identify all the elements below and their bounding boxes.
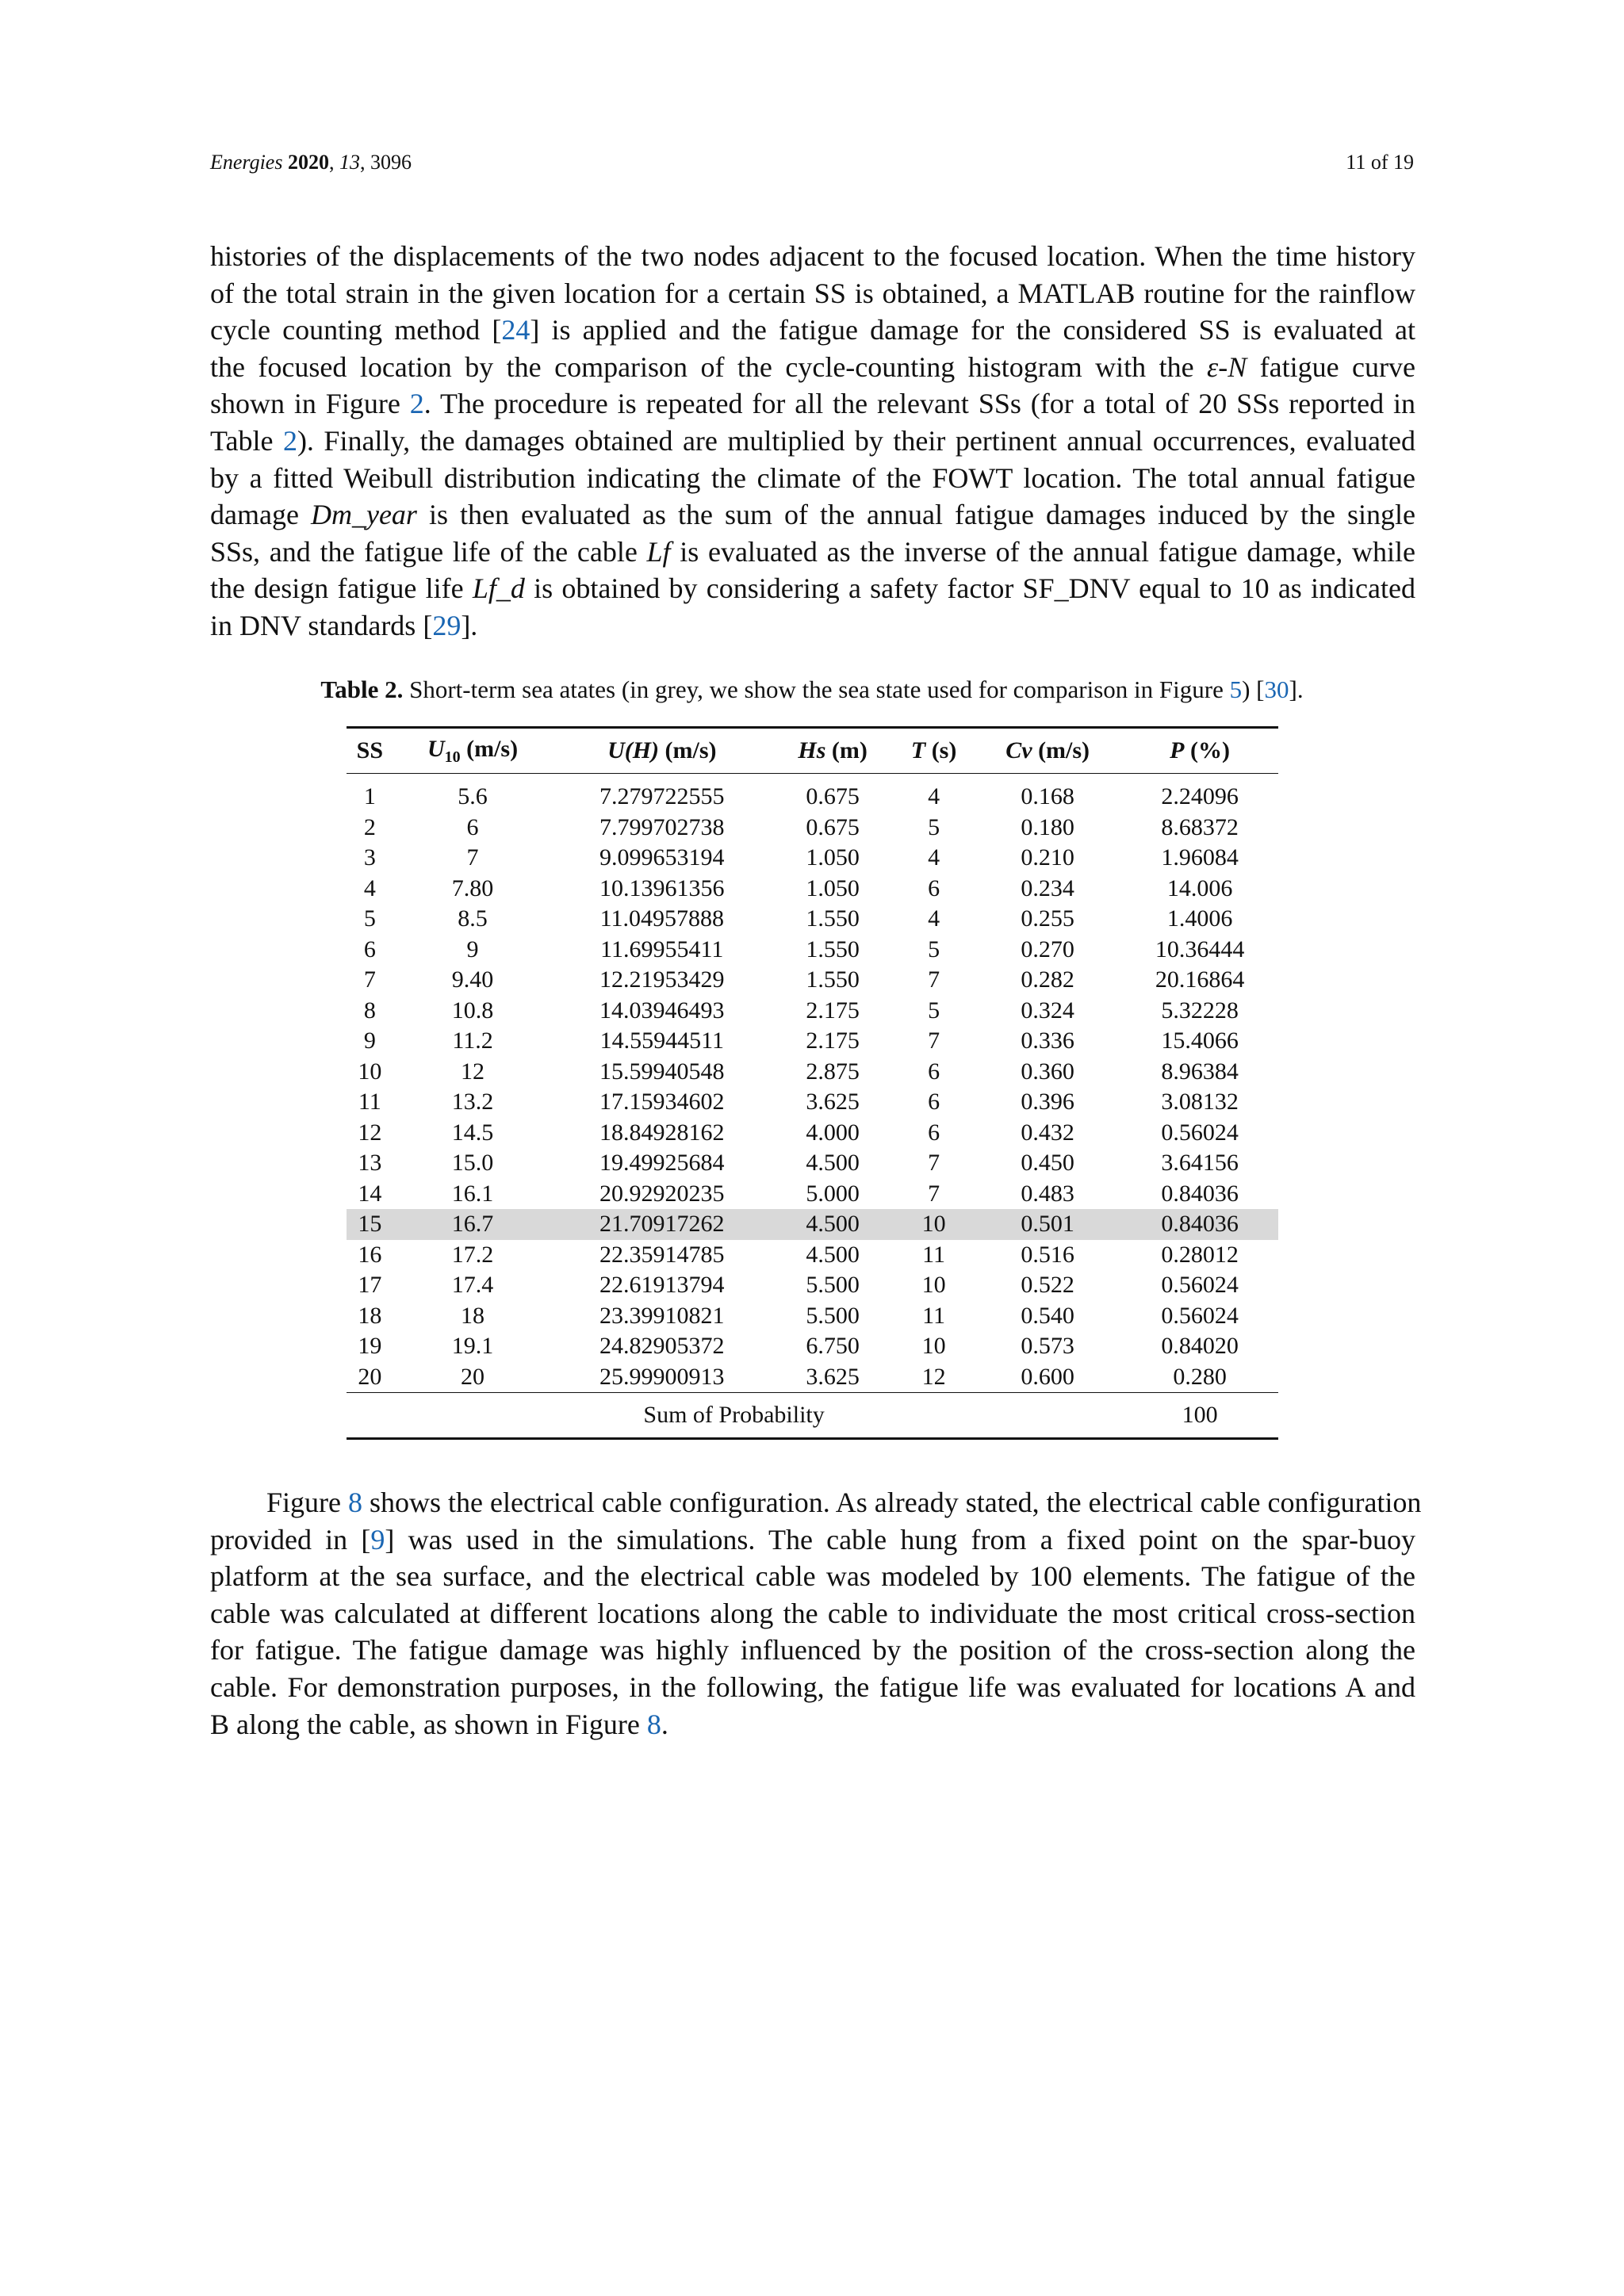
header-p: P (%) xyxy=(1121,728,1278,774)
table-cell: 13.2 xyxy=(451,1089,494,1115)
table-cell: 0.600 xyxy=(1021,1363,1074,1390)
table-cell: 19.49925684 xyxy=(599,1150,725,1177)
paragraph-line: the focused location by the comparison of the cycle-counting histogram with the ε-N fatigue curve xyxy=(210,350,1415,383)
table-cell: 7 xyxy=(928,1027,940,1054)
table-cell: 6 xyxy=(466,813,479,840)
header-uh: U(H) (m/s) xyxy=(552,728,772,774)
table-cell: 4.500 xyxy=(772,1209,894,1240)
table-cell: 10.8 xyxy=(451,997,494,1024)
table-cell: 5.32228 xyxy=(1161,997,1239,1024)
table-cell: 0.168 xyxy=(1021,783,1074,810)
table-cell: 0.84036 xyxy=(1121,1209,1278,1240)
table-cell: 14.03946493 xyxy=(599,997,725,1024)
table-cell: 0.56024 xyxy=(1161,1302,1239,1329)
table-footer-row xyxy=(347,1393,1278,1439)
table-cell: 3.625 xyxy=(806,1363,860,1390)
table-row xyxy=(347,874,1278,905)
table-cell: 4 xyxy=(928,783,940,810)
table-caption: Table 2. Short-term sea atates (in grey, we show the sea state used for comparison in Figure 5) [30]. xyxy=(320,675,1304,703)
table-cell: 0.270 xyxy=(1021,936,1074,962)
table-cell: 2 xyxy=(363,813,376,840)
table-cell: 8.5 xyxy=(458,905,488,932)
paragraph-line: B along the cable, as shown in Figure 8. xyxy=(210,1708,668,1740)
table-cell: 0.675 xyxy=(806,813,860,840)
table-cell: 14.55944511 xyxy=(599,1027,724,1054)
table-cell: 11 xyxy=(922,1241,946,1268)
table-row xyxy=(347,813,1278,844)
table-cell: 13 xyxy=(358,1150,382,1177)
table-cell: 6 xyxy=(928,1058,940,1085)
table-cell: 16.1 xyxy=(451,1180,494,1207)
table-cell: 0.56024 xyxy=(1161,1272,1239,1299)
table-cell: 0.501 xyxy=(974,1209,1121,1240)
dm-year-symbol: Dm_year xyxy=(310,499,417,531)
table-cell: 9 xyxy=(363,1027,376,1054)
table-cell: 6.750 xyxy=(806,1333,860,1360)
table-cell: 9 xyxy=(466,936,479,962)
header-ss: SS xyxy=(347,728,393,774)
figure-link[interactable]: 8 xyxy=(348,1487,362,1518)
table-cell: 24.82905372 xyxy=(599,1333,725,1360)
table-cell: 18 xyxy=(461,1302,485,1329)
journal-volume: 13 xyxy=(339,151,360,174)
table-cell: 3.08132 xyxy=(1161,1089,1239,1115)
table-cell: 6 xyxy=(928,1089,940,1115)
header-u10: $U_{10}$ (m/s) xyxy=(393,728,553,774)
table-cell: 18.84928162 xyxy=(599,1119,725,1146)
table-cell: 0.396 xyxy=(1021,1089,1074,1115)
table-row xyxy=(347,1209,1278,1240)
table-cell: 2.875 xyxy=(806,1058,860,1085)
table-cell: 7 xyxy=(466,844,479,871)
table-cell: 12 xyxy=(921,1363,946,1390)
table-cell: 12.21953429 xyxy=(599,966,725,993)
table-cell: 7 xyxy=(928,1180,940,1207)
table-cell: 0.234 xyxy=(1021,874,1074,901)
table-cell: 4 xyxy=(928,905,940,932)
page-header xyxy=(210,151,1414,182)
table-cell: 0.324 xyxy=(1021,997,1074,1024)
table-cell: 0.336 xyxy=(1021,1027,1074,1054)
table-cell: 1.050 xyxy=(806,874,860,901)
table-cell: 5.500 xyxy=(806,1272,860,1299)
table-cell: 0.84036 xyxy=(1161,1180,1239,1207)
table-cell: 8.96384 xyxy=(1161,1058,1239,1085)
table-cell: 1.96084 xyxy=(1161,844,1239,871)
table-cell: 22.61913794 xyxy=(599,1272,725,1299)
header-cv: Cv (m/s) xyxy=(974,728,1121,774)
table-cell: 1.4006 xyxy=(1166,905,1233,932)
table-row xyxy=(347,1118,1278,1149)
table-cell: 11 xyxy=(922,1302,946,1329)
table-cell: 17 xyxy=(358,1272,382,1299)
table-cell: 14.5 xyxy=(451,1119,494,1146)
table-cell: 15.0 xyxy=(451,1150,494,1177)
table-cell: 23.39910821 xyxy=(599,1302,725,1329)
paragraph-line: provided in [9] was used in the simulations. The cable hung from a fixed point on the spar-buoy xyxy=(210,1523,1415,1556)
table-cell: 1.050 xyxy=(806,844,860,871)
table-cell: 16 xyxy=(358,1241,382,1268)
table-cell: 0.180 xyxy=(1021,813,1074,840)
table-row xyxy=(347,1362,1278,1393)
table-row xyxy=(347,965,1278,996)
table-cell: 0.675 xyxy=(806,783,860,810)
paragraph-line: the design fatigue life Lf_d is obtained by considering a safety factor SF_DNV equal to 10 as indicated xyxy=(210,572,1415,605)
table-cell: 9.099653194 xyxy=(599,844,725,871)
table-row xyxy=(347,904,1278,935)
table-cell: 11.69955411 xyxy=(600,936,724,962)
table-cell: 8.68372 xyxy=(1161,813,1239,840)
table-cell: 1.550 xyxy=(806,905,860,932)
table-cell: 25.99900913 xyxy=(599,1363,725,1390)
table-cell: 17.4 xyxy=(451,1272,494,1299)
table-caption-label: Table 2. xyxy=(320,675,404,703)
page-number: 11 of 19 xyxy=(1346,151,1414,174)
paragraph-line: SSs, and the fatigue life of the cable Lf is evaluated as the inverse of the annual fatigue damage, while xyxy=(210,535,1415,568)
paragraph-line: shown in Figure 2. The procedure is repeated for all the relevant SSs (for a total of 20 SSs reported in xyxy=(210,388,1415,420)
table-cell: 19.1 xyxy=(451,1333,494,1360)
table-cell: 0.540 xyxy=(1021,1302,1074,1329)
paragraph-line: Table 2). Finally, the damages obtained are multiplied by their pertinent annual occurrences, evaluated xyxy=(210,424,1415,457)
sea-states-table xyxy=(347,726,1278,1440)
table-cell: 0.280 xyxy=(1173,1363,1227,1390)
table-cell: 14 xyxy=(358,1180,382,1207)
table-cell: 0.432 xyxy=(1021,1119,1074,1146)
table-cell: 5 xyxy=(363,905,376,932)
table-cell: 6 xyxy=(363,936,376,962)
table-cell: 5.000 xyxy=(806,1180,860,1207)
figure-link[interactable]: 2 xyxy=(409,388,424,420)
table-row xyxy=(347,1270,1278,1301)
paragraph-line: Figure 8 shows the electrical cable configuration. As already stated, the electrical cable configuration xyxy=(266,1487,1422,1518)
table-link[interactable]: 2 xyxy=(282,424,297,457)
table-cell: 1 xyxy=(363,783,376,810)
table-cell: 6 xyxy=(928,1119,940,1146)
table-cell: 12 xyxy=(358,1119,382,1146)
table-cell: 0.516 xyxy=(1021,1241,1074,1268)
table-cell: 5 xyxy=(928,813,940,840)
table-cell: 0.573 xyxy=(1021,1333,1074,1360)
table-cell: 4 xyxy=(363,874,376,901)
table-cell: 15.59940548 xyxy=(599,1058,725,1085)
table-row xyxy=(347,935,1278,966)
table-row xyxy=(347,1087,1278,1118)
table-cell: 10 xyxy=(921,1272,946,1299)
table-cell: 7 xyxy=(363,966,376,993)
paragraph-line: in DNV standards [29]. xyxy=(210,609,478,641)
table-cell: 0.210 xyxy=(1021,844,1074,871)
table-row xyxy=(347,1331,1278,1362)
table-cell: 0.84020 xyxy=(1161,1333,1239,1360)
table-cell: 7.80 xyxy=(451,874,494,901)
table-cell: 10 xyxy=(358,1058,382,1085)
table-cell: 7.799702738 xyxy=(599,813,725,840)
figure-link[interactable]: 5 xyxy=(1229,675,1243,703)
paragraph-line: by a fitted Weibull distribution indicating the climate of the FOWT location. The total annual fatigue xyxy=(210,461,1415,494)
table-cell: 17.2 xyxy=(451,1241,494,1268)
table-row xyxy=(347,1301,1278,1332)
figure-link[interactable]: 8 xyxy=(646,1708,661,1740)
table-cell: 5.500 xyxy=(806,1302,860,1329)
table-cell: 5 xyxy=(928,997,940,1024)
table-cell: 11.04957888 xyxy=(599,905,724,932)
paragraph-line: platform at the sea surface, and the electrical cable was modeled by 100 elements. The fatigue of the xyxy=(210,1560,1415,1593)
citation-link[interactable]: 29 xyxy=(432,609,462,641)
table-cell: 10 xyxy=(921,1333,946,1360)
paragraph-line: histories of the displacements of the two nodes adjacent to the focused location. When the time history xyxy=(210,240,1415,272)
table-cell: 22.35914785 xyxy=(599,1241,725,1268)
lf-d-symbol: Lf_d xyxy=(472,572,525,605)
journal-citation: Energies 2020, 13, 3096 xyxy=(210,151,412,174)
table-cell: 15 xyxy=(347,1209,393,1240)
table-cell: 11.2 xyxy=(452,1027,493,1054)
table-row xyxy=(347,1179,1278,1210)
table-cell: 10 xyxy=(894,1209,974,1240)
paragraph-line: cable. For demonstration purposes, in the following, the fatigue life was evaluated for locations A and xyxy=(210,1670,1415,1703)
paragraph-2 xyxy=(210,1484,1422,1743)
table-cell: 4.500 xyxy=(806,1150,860,1177)
lf-symbol: Lf xyxy=(646,535,671,568)
table-cell: 10.36444 xyxy=(1155,936,1245,962)
header-hs: Hs (m) xyxy=(772,728,894,774)
table-cell: 0.450 xyxy=(1021,1150,1074,1177)
paragraph-line: cycle counting method [24] is applied and the fatigue damage for the considered SS is evaluated at xyxy=(210,314,1416,346)
table-cell: 0.360 xyxy=(1021,1058,1074,1085)
paragraph-line: cable was calculated at different locations along the cable to individuate the most critical cross-section xyxy=(210,1597,1415,1629)
table-cell: 21.70917262 xyxy=(552,1209,772,1240)
table-row xyxy=(347,1240,1278,1271)
table-cell: 20 xyxy=(358,1363,382,1390)
paragraph-line: of the total strain in the given location for a certain SS is obtained, a MATLAB routine for the rainflow xyxy=(210,277,1415,309)
table-cell: 3.64156 xyxy=(1161,1150,1239,1177)
table-cell: 0.522 xyxy=(1021,1272,1074,1299)
table-cell: 20.92920235 xyxy=(599,1180,725,1207)
table-row xyxy=(347,774,1278,813)
table-cell: 2.24096 xyxy=(1161,783,1239,810)
table-cell: 4.000 xyxy=(806,1119,860,1146)
citation-link[interactable]: 30 xyxy=(1264,675,1289,703)
table-cell: 14.006 xyxy=(1166,874,1233,901)
table-cell: 5.6 xyxy=(458,783,488,810)
table-cell: 1.550 xyxy=(806,936,860,962)
table-cell: 20 xyxy=(461,1363,485,1390)
table-cell: 4.500 xyxy=(806,1241,860,1268)
epsilon-n-symbol: ε-N xyxy=(1207,350,1247,383)
table-cell: 4 xyxy=(928,844,940,871)
table-cell: 7 xyxy=(928,1150,940,1177)
table-cell: 7 xyxy=(928,966,940,993)
table-row xyxy=(347,1148,1278,1179)
sum-probability-label: Sum of Probability xyxy=(347,1393,1121,1439)
table-body xyxy=(347,774,1278,1393)
table-row xyxy=(347,843,1278,874)
table-cell: 0.282 xyxy=(1021,966,1074,993)
table-cell: 9.40 xyxy=(451,966,494,993)
table-cell: 11 xyxy=(358,1089,381,1115)
table-row xyxy=(347,1026,1278,1057)
table-cell: 0.56024 xyxy=(1161,1119,1239,1146)
table-cell: 8 xyxy=(363,997,376,1024)
sum-probability-value: 100 xyxy=(1121,1393,1278,1439)
header-t: T (s) xyxy=(894,728,974,774)
table-header-row xyxy=(347,728,1278,774)
table-cell: 3 xyxy=(363,844,376,871)
table-cell: 15.4066 xyxy=(1161,1027,1239,1054)
table-row xyxy=(347,1057,1278,1088)
journal-year: 2020 xyxy=(287,151,329,174)
table-row xyxy=(347,996,1278,1027)
journal-name: Energies xyxy=(210,151,283,174)
table-cell: 1.550 xyxy=(806,966,860,993)
table-cell: 5 xyxy=(928,936,940,962)
article-number: 3096 xyxy=(370,151,412,174)
table-cell: 0.483 xyxy=(1021,1180,1074,1207)
table-cell: 12 xyxy=(461,1058,485,1085)
paragraph-line: damage Dm_year is then evaluated as the sum of the annual fatigue damages induced by the single xyxy=(210,499,1415,531)
citation-link[interactable]: 9 xyxy=(370,1523,385,1556)
table-cell: 19 xyxy=(358,1333,382,1360)
table-cell: 18 xyxy=(358,1302,382,1329)
paragraph-1 xyxy=(210,238,1415,645)
table-cell: 6 xyxy=(928,874,940,901)
table-cell: 7.279722555 xyxy=(599,783,725,810)
table-cell: 0.28012 xyxy=(1161,1241,1239,1268)
citation-link[interactable]: 24 xyxy=(501,314,530,346)
table-cell: 2.175 xyxy=(806,997,860,1024)
table-cell: 3.625 xyxy=(806,1089,860,1115)
table-cell: 10.13961356 xyxy=(599,874,725,901)
table-cell: 0.255 xyxy=(1021,905,1074,932)
table-cell: 20.16864 xyxy=(1155,966,1245,993)
table-cell: 2.175 xyxy=(806,1027,860,1054)
paragraph-line: for fatigue. The fatigue damage was highly influenced by the position of the cross-section along the xyxy=(210,1634,1415,1667)
table-cell: 16.7 xyxy=(393,1209,553,1240)
table-cell: 17.15934602 xyxy=(599,1089,725,1115)
